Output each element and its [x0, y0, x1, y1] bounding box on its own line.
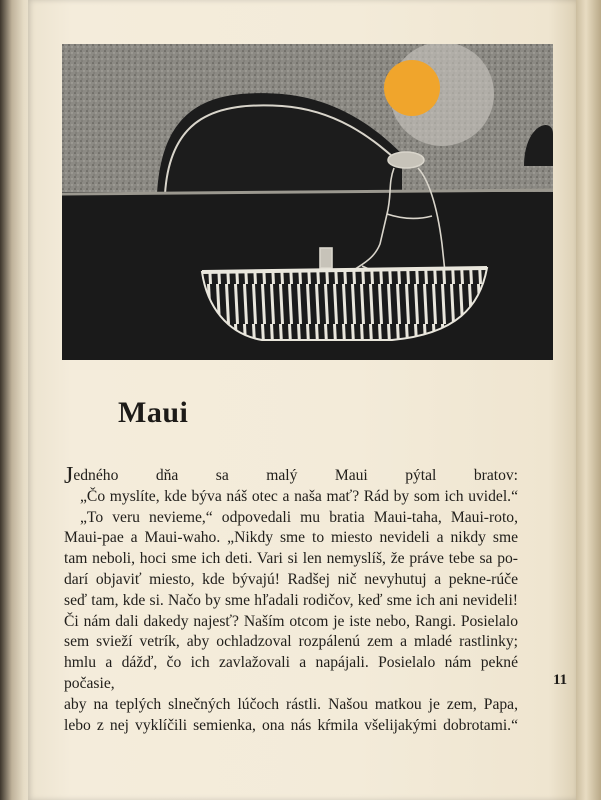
chapter-illustration — [62, 44, 553, 360]
body-line: lebo z nej vyklíčili semienka, ona nás kŕmila všelijakými dobrotami.“ — [64, 716, 518, 734]
book-page-edges-right — [576, 0, 601, 800]
page-number: 11 — [553, 672, 568, 688]
illustration-art — [62, 44, 553, 360]
body-line: Maui-pae a Maui-waho. „Nikdy sme to miesto nevideli a nikdy sme — [64, 529, 518, 547]
body-line: sem svieží vetrík, aby ochladzoval rozpálenú zem a mladé rastlinky; — [64, 633, 518, 651]
body-line: tam neboli, hoci sme ich deti. Vari si len nemyslíš, že práve tebe sa po- — [64, 550, 518, 568]
drop-cap: J — [64, 463, 74, 489]
sun-disc — [384, 60, 440, 116]
body-line: hmlu a dážď, čo ich zavlažovali a napájali. Posielalo nám pekné počasie, — [64, 654, 518, 692]
body-line: „Čo myslíte, kde býva náš otec a naša mať? Rád by som ich uvidel.“ — [80, 487, 518, 505]
body-line: „To veru nevieme,“ odpovedali mu bratia Maui-taha, Maui-roto, — [80, 508, 518, 526]
chapter-body — [64, 463, 518, 736]
body-line: seď tam, kde si. Načo by sme hľadali rodičov, keď sme ich ani nevideli! — [64, 591, 518, 609]
body-line: Jedného dňa sa malý Maui pýtal bratov: — [64, 463, 518, 489]
body-line: aby na teplých slnečných lúčoch rástli. Našou matkou je zem, Papa, — [64, 695, 518, 713]
body-line: darí objaviť miesto, kde bývajú! Radšej nič nevyhutuj a pekne-rúče — [64, 570, 518, 588]
body-line: Či nám dali dakedy najesť? Naším otcom je iste nebo, Rangi. Posielalo — [64, 612, 518, 630]
chapter-title: Maui — [118, 396, 189, 429]
